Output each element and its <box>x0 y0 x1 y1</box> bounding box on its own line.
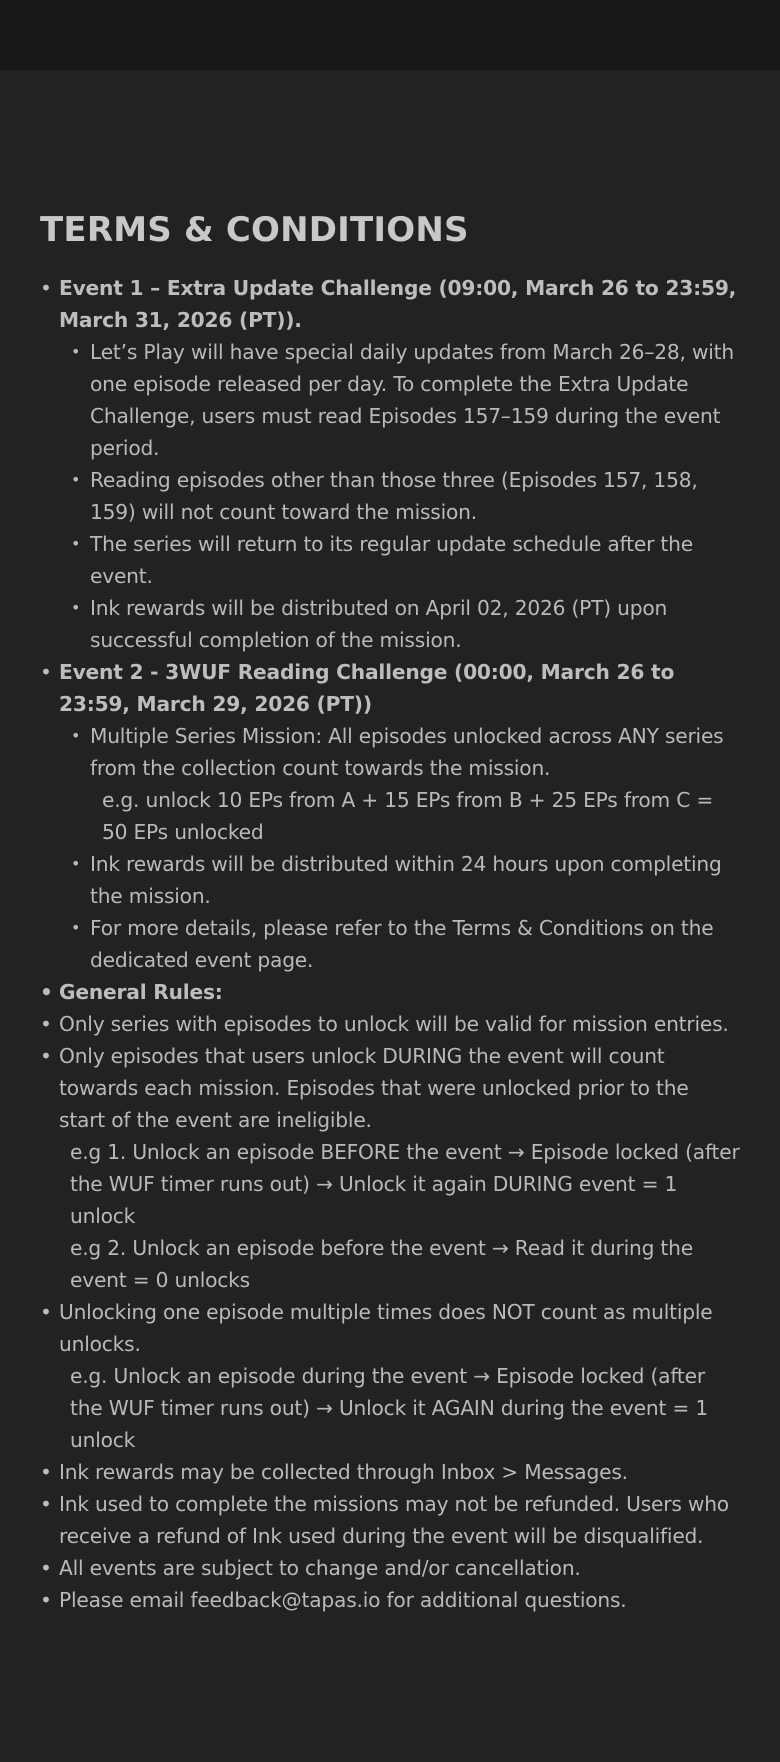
general-rules-title: • General Rules: <box>40 976 740 1008</box>
event2-rule: • For more details, please refer to the Terms & Conditions on the dedicated event page. <box>59 912 740 976</box>
general-rule: • Please email feedback@tapas.io for additional questions. <box>40 1584 740 1616</box>
general-rule: • Ink rewards may be collected through Inbox > Messages. <box>40 1456 740 1488</box>
event1-section <box>40 272 740 656</box>
event1-title: Event 1 – Extra Update Challenge (09:00, March 26 to 23:59, March 31, 2026 (PT)). <box>59 276 737 332</box>
rule-example: e.g 1. Unlock an episode BEFORE the event → Episode locked (after the WUF timer runs out) → Unlock it again DURING event = 1 unlock <box>70 1140 740 1228</box>
mission-text: • Multiple Series Mission: All episodes unlocked across ANY series from the collection count towards the mission. <box>90 724 724 780</box>
event2-rules <box>59 720 740 976</box>
mission-example: e.g. unlock 10 EPs from A + 15 EPs from B + 25 EPs from C = 50 EPs unlocked <box>102 788 714 844</box>
rule-example: e.g. Unlock an episode during the event → Episode locked (after the WUF timer runs out) → Unlock it AGAIN during the event = 1 unlock <box>70 1364 708 1452</box>
rule-example: e.g 2. Unlock an episode before the event → Read it during the event = 0 unlocks <box>70 1236 693 1292</box>
event1-rules <box>59 336 740 656</box>
terms-list <box>40 272 740 1616</box>
event2-title: Event 2 - 3WUF Reading Challenge (00:00, March 26 to 23:59, March 29, 2026 (PT)) <box>59 660 675 716</box>
event2-mission-rule <box>59 720 740 848</box>
event2-section <box>40 656 740 976</box>
general-rule: • Only series with episodes to unlock will be valid for mission entries. <box>40 1008 740 1040</box>
event1-rule: • Ink rewards will be distributed on April 02, 2026 (PT) upon successful completion of the mission. <box>59 592 740 656</box>
event1-rule: • Let’s Play will have special daily updates from March 26–28, with one episode released per day. To complete the Extra Update Challenge, users must read Episodes 157–159 during the event period. <box>59 336 740 464</box>
event2-rule: • Ink rewards will be distributed within 24 hours upon completing the mission. <box>59 848 740 912</box>
page-title: TERMS & CONDITIONS <box>40 210 469 250</box>
top-bar <box>0 0 780 70</box>
rule-text: • Unlocking one episode multiple times does NOT count as multiple unlocks. <box>59 1300 713 1356</box>
general-rule: • Ink used to complete the missions may not be refunded. Users who receive a refund of Ink used during the event will be disqualified. <box>40 1488 740 1552</box>
general-rule: • All events are subject to change and/or cancellation. <box>40 1552 740 1584</box>
general-rule <box>40 1040 740 1296</box>
event1-rule: • Reading episodes other than those three (Episodes 157, 158, 159) will not count toward the mission. <box>59 464 740 528</box>
terms-content <box>0 70 780 1616</box>
event1-rule: • The series will return to its regular update schedule after the event. <box>59 528 740 592</box>
general-rule <box>40 1296 740 1456</box>
rule-text: • Only episodes that users unlock DURING the event will count towards each mission. Episodes that were unlocked prior to the start of the event are ineligible. <box>59 1044 689 1132</box>
